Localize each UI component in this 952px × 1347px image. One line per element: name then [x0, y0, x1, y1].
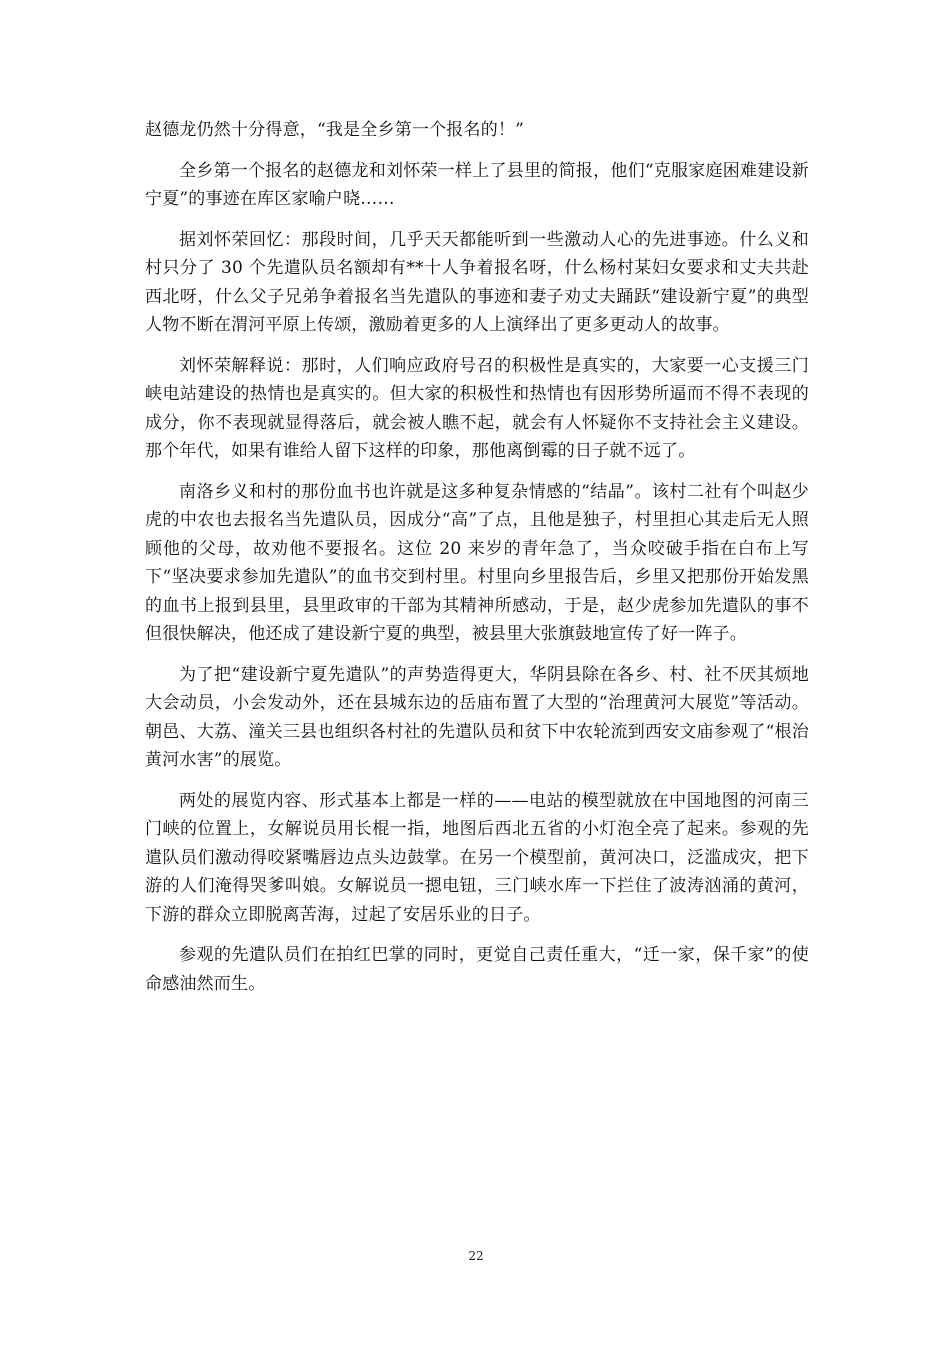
paragraph-2: 全乡第一个报名的赵德龙和刘怀荣一样上了县里的简报，他们“克服家庭困难建设新宁夏”的事迹在库区家喻户晓…… — [145, 160, 809, 209]
paragraph-1: 赵德龙仍然十分得意，“我是全乡第一个报名的！” — [145, 120, 524, 140]
page-body — [145, 116, 809, 1010]
paragraph-6: 为了把“建设新宁夏先遣队”的声势造得更大，华阴县除在各乡、村、社不厌其烦地大会动员，小会发动外，还在县城东边的岳庙布置了大型的“治理黄河大展览”等活动。朝邑、大荔、潼关三县也组织各村社的先遣队员和贫下中农轮流到西安文庙参观了“根治黄河水害”的展览。 — [145, 664, 809, 770]
paragraph-5: 南洛乡义和村的那份血书也许就是这多种复杂情感的“结晶”。该村二社有个叫赵少虎的中农也去报名当先遣队员，因成分“高”了点，且他是独子，村里担心其走后无人照顾他的父母，故劝他不要报名。这位 20 来岁的青年急了，当众咬破手指在白布上写下“坚决要求参加先遣队”的血书交到村里。村里向乡里报告后，乡里又把那份开始发黑的血书上报到县里，县里政审的干部为其精神所感动，于是，赵少虎参加先遣队的事不但很快解决，他还成了建设新宁夏的典型，被县里大张旗鼓地宣传了好一阵子。 — [145, 481, 809, 644]
paragraph-4: 刘怀荣解释说：那时，人们响应政府号召的积极性是真实的，大家要一心支援三门峡电站建设的热情也是真实的。但大家的积极性和热情也有因形势所逼而不得不表现的成分，你不表现就显得落后，就会被人瞧不起，就会有人怀疑你不支持社会主义建设。那个年代，如果有谁给人留下这样的印象，那他离倒霉的日子就不远了。 — [145, 355, 809, 461]
page-number: 22 — [468, 1249, 484, 1263]
paragraph-7: 两处的展览内容、形式基本上都是一样的——电站的模型就放在中国地图的河南三门峡的位置上，女解说员用长棍一指，地图后西北五省的小灯泡全亮了起来。参观的先遣队员们激动得咬紧嘴唇边点头边鼓掌。在另一个模型前，黄河决口，泛滥成灾，把下游的人们淹得哭爹叫娘。女解说员一摁电钮，三门峡水库一下拦住了波涛汹涌的黄河，下游的群众立即脱离苦海，过起了安居乐业的日子。 — [145, 790, 809, 925]
paragraph-3: 据刘怀荣回忆：那段时间，几乎天天都能听到一些激动人心的先进事迹。什么义和村只分了 30 个先遣队员名额却有**十人争着报名呀，什么杨村某妇女要求和丈夫共赴西北呀，什么父子兄弟争着报名当先遣队的事迹和妻子劝丈夫踊跃“建设新宁夏”的典型人物不断在渭河平原上传颂，激励着更多的人上演绎出了更多更动人的故事。 — [145, 229, 809, 335]
paragraph-8: 参观的先遣队员们在拍红巴掌的同时，更觉自己责任重大，“迁一家，保千家”的使命感油然而生。 — [145, 945, 809, 994]
